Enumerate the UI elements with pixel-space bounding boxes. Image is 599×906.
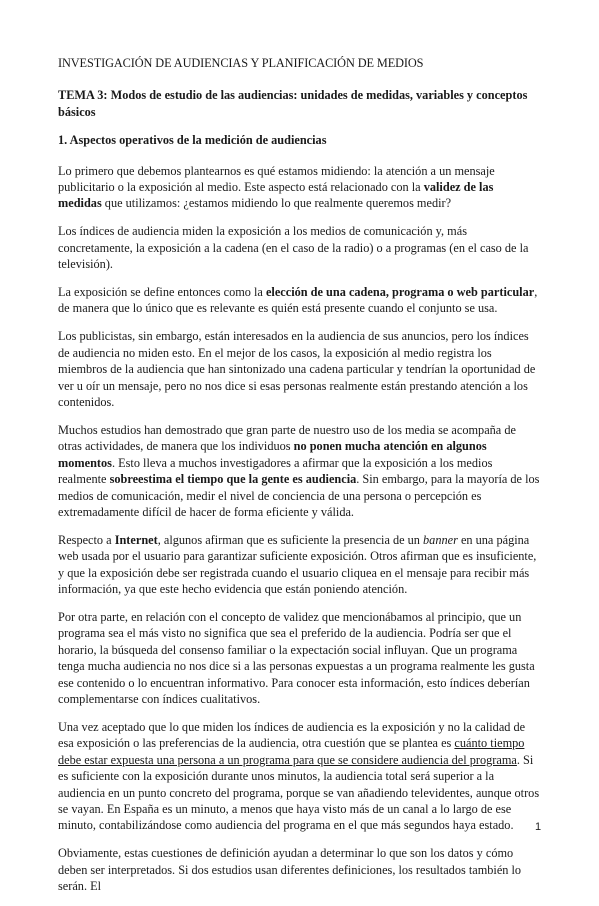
paragraph [58, 328, 540, 410]
text-run: La exposición se define entonces como la [58, 285, 266, 300]
section-heading: 1. Aspectos operativos de la medición de audiencias [58, 133, 327, 148]
tema-label: TEMA 3: [58, 88, 108, 103]
page-number: 1 [535, 821, 542, 833]
text-run: Los publicistas, sin embargo, están interesados en la audiencia de sus anuncios, pero los índices de audiencia no miden esto. En el mejor de los casos, la exposición al medio registra los miembros de la audiencia que han sintonizado una cadena particular y tendrían la oportunidad de ver u oír un mensaje, pero no nos dice si esas personas realmente están prestando atención a los contenidos. [58, 329, 536, 409]
document-title: INVESTIGACIÓN DE AUDIENCIAS Y PLANIFICACIÓN DE MEDIOS [58, 56, 424, 70]
text-run: Una vez aceptado que lo que miden los índices de audiencia es la exposición y no la calidad de esa exposición o las preferencias de la audiencia, otra cuestión que se plantea es [58, 719, 526, 751]
text-run: , de manera que lo único que es relevante es quién está presente cuando el conjunto se usa. [58, 285, 538, 316]
text-run: Lo primero que debemos plantearnos es qué estamos midiendo: la atención a un mensaje publicitario o la exposición al medio. Este aspecto está relacionado con la [58, 163, 495, 195]
bold-text: elección de una cadena, programa o web particular [265, 285, 535, 300]
text-run: Obviamente, estas cuestiones de definición ayudan a determinar lo que son los datos y cómo deben ser interpretados. Si dos estudios usan diferentes definiciones, los resultados también lo serán. El [58, 846, 522, 894]
italic-text: banner [423, 532, 458, 547]
text-run: Por otra parte, en relación con el concepto de validez que mencionábamos al principio, que un programa sea el más visto no significa que sea el preferido de la audiencia. Podría ser que el horario, la búsqueda del consenso familiar o la expectación social influyan. Que un programa tenga mucha audiencia no nos dice si a las personas expuestas a un programa realmente les gusta ese contenido o lo encuentran informativo. Para conocer esta información, esto índices deberían complementarse con índices cualitativos. [58, 609, 535, 706]
underlined-text: cuánto tiempo debe estar expuesta una persona a un programa para que se considere audiencia del programa [58, 736, 525, 767]
text-run: Muchos estudios han demostrado que gran parte de nuestro uso de los media se acompaña de otras actividades, de manera que los individuos [58, 422, 516, 454]
text-run: en una página web usada por el usuario para garantizar suficiente exposición. Otros afirman que es insuficiente, y que la exposición debe ser registrada cuando el usuario cliquea en el mensaje para recibir más información, ya que este hecho evidencia que están poniendo atención. [58, 532, 537, 597]
text-run: Respecto a [58, 532, 115, 547]
text-run: . Esto lleva a muchos investigadores a afirmar que la exposición a los medios realmente [58, 455, 493, 487]
paragraph [58, 845, 540, 894]
paragraph [58, 163, 540, 212]
paragraph [58, 532, 540, 598]
bold-text: Internet [114, 532, 158, 547]
paragraph [58, 422, 540, 520]
document-body [58, 55, 540, 906]
text-run: . Sin embargo, para la mayoría de los medios de comunicación, medir el nivel de conciencia de una persona o percepción es extremadamente difícil de hacer de forma eficiente y válida. [58, 472, 540, 519]
paragraph [58, 223, 540, 272]
text-run: . Si es suficiente con la exposición durante unos minutos, la audiencia total será superior a la audiencia en un punto concreto del programa, porque se van añadiendo televidentes, aunque otros se vayan. En España es un minuto, a menos que haya visto más de un canal a lo largo de ese minuto, contabilizándose como audiencia del programa en el que más segundos haya estado. [58, 752, 540, 833]
text-run: Los índices de audiencia miden la exposición a los medios de comunicación y, más concretamente, la exposición a la cadena (en el caso de la radio) o a programas (en el caso de la televisión). [58, 224, 529, 272]
paragraph [58, 284, 540, 317]
bold-text: validez de las medidas [58, 180, 494, 211]
tema-text: Modos de estudio de las audiencias: unidades de medidas, variables y conceptos básicos [58, 88, 528, 119]
text-run: que utilizamos: ¿estamos midiendo lo que realmente queremos medir? [101, 196, 452, 211]
bold-text: no ponen mucha atención en algunos momentos [58, 439, 487, 470]
text-run: , algunos afirman que es suficiente la presencia de un [157, 532, 424, 547]
paragraph [58, 719, 540, 834]
paragraph [58, 609, 540, 707]
tema-heading [58, 87, 540, 120]
bold-text: sobreestima el tiempo que la gente es audiencia [109, 472, 357, 487]
paragraphs [58, 163, 540, 895]
